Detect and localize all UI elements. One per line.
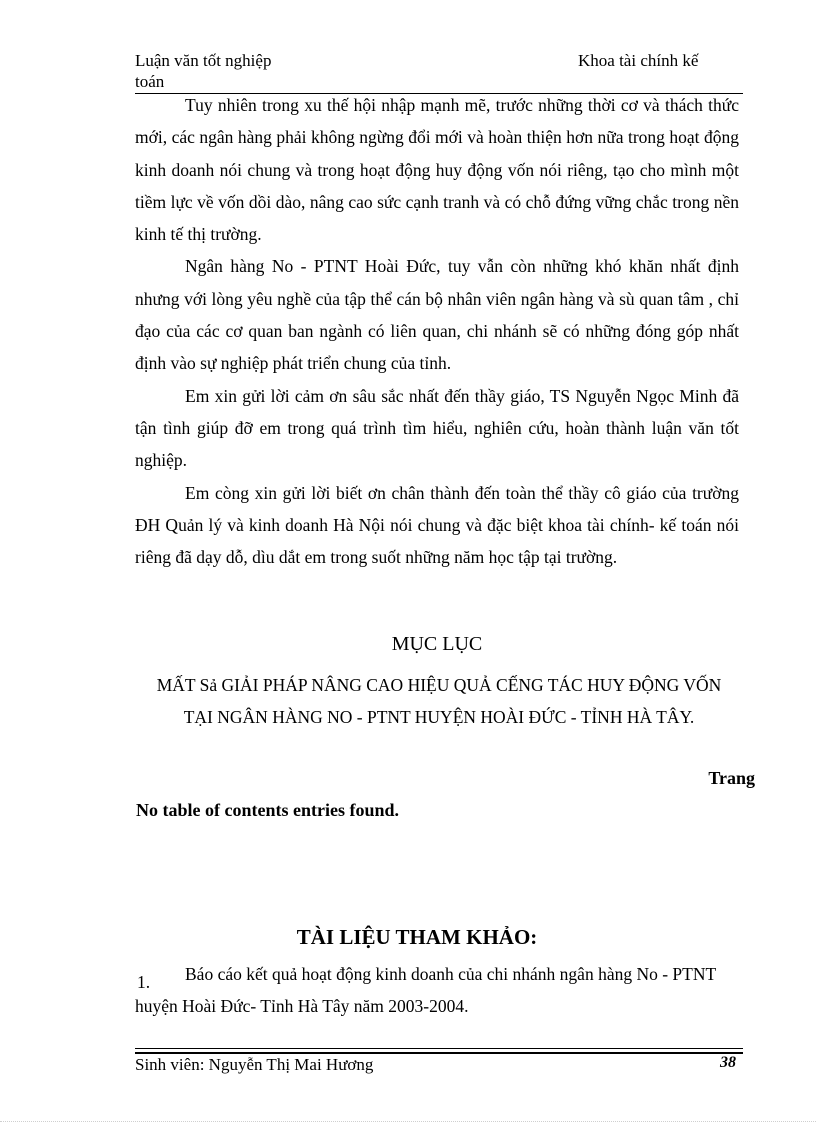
- header-left: Luận văn tốt nghiệp toán: [135, 51, 272, 91]
- paragraph-3: Em xin gửi lời cảm ơn sâu sắc nhất đến thầy giáo, TS Nguyễn Ngọc Minh đã tận tình giúp đỡ em trong quá trình tìm hiểu, nghiên cứu, hoàn thành luận văn tốt nghiệp.: [135, 385, 739, 471]
- page-number: 38: [720, 1054, 736, 1071]
- references-title: TÀI LIỆU THAM KHẢO:: [296, 925, 538, 949]
- paragraph-4: Em còng xin gửi lời biết ơn chân thành đến toàn thể thầy cô giáo của trường ĐH Quản lý và kinh doanh Hà Nội nói chung và đặc biệt khoa tài chính- kế toán nói riêng đã dạy dỗ, dìu dắt em trong suốt những năm học tập tại trường.: [135, 482, 739, 568]
- paragraph-1: Tuy nhiên trong xu thế hội nhập mạnh mẽ, trước những thời cơ và thách thức mới, các ngân hàng phải không ngừng đổi mới và hoàn thiện hơn nữa trong hoạt động kinh doanh nói chung và trong hoạt động huy động vốn nói riêng, tạo cho mình một tiềm lực về vốn dồi dào, nâng cao sức cạnh tranh và có chỗ đứng vững chắc trong nền kinh tế thị trường.: [135, 95, 739, 245]
- reference-item: [135, 958, 739, 1022]
- page-edge: [0, 1121, 816, 1122]
- toc-empty-message: No table of contents entries found.: [136, 800, 399, 820]
- body-text: [135, 89, 739, 573]
- footer-rule-thin: [135, 1048, 743, 1049]
- footer-student: Sinh viên: Nguyễn Thị Mai Hương: [135, 1055, 374, 1074]
- reference-number: 1.: [137, 972, 151, 992]
- footer-rule-thick: [135, 1052, 743, 1054]
- toc-subheading: MẤT Sả GIẢI PHÁP NÂNG CAO HIỆU QUẢ CẾNG TÁC HUY ĐỘNG VỐN TẠI NGÂN HÀNG NO - PTNT HUYỆN HOÀI ĐỨC - TỈNH HÀ TÂY.: [156, 675, 722, 727]
- toc-heading: MỤC LỤC: [391, 633, 483, 655]
- reference-text: Báo cáo kết quả hoạt động kinh doanh của chi nhánh ngân hàng No - PTNT huyện Hoài Đức- Tỉnh Hà Tây năm 2003-2004.: [135, 964, 716, 1016]
- header-right: Khoa tài chính kế: [578, 51, 699, 70]
- paragraph-2: Ngân hàng No - PTNT Hoài Đức, tuy vẫn còn những khó khăn nhất định nhưng với lòng yêu nghề của tập thể cán bộ nhân viên ngân hàng và sù quan tâm , chỉ đạo của các cơ quan ban ngành có liên quan, chi nhánh sẽ có những đóng góp nhất định vào sự nghiệp phát triển chung của tỉnh.: [135, 256, 739, 374]
- toc-page-label: Trang: [708, 768, 755, 788]
